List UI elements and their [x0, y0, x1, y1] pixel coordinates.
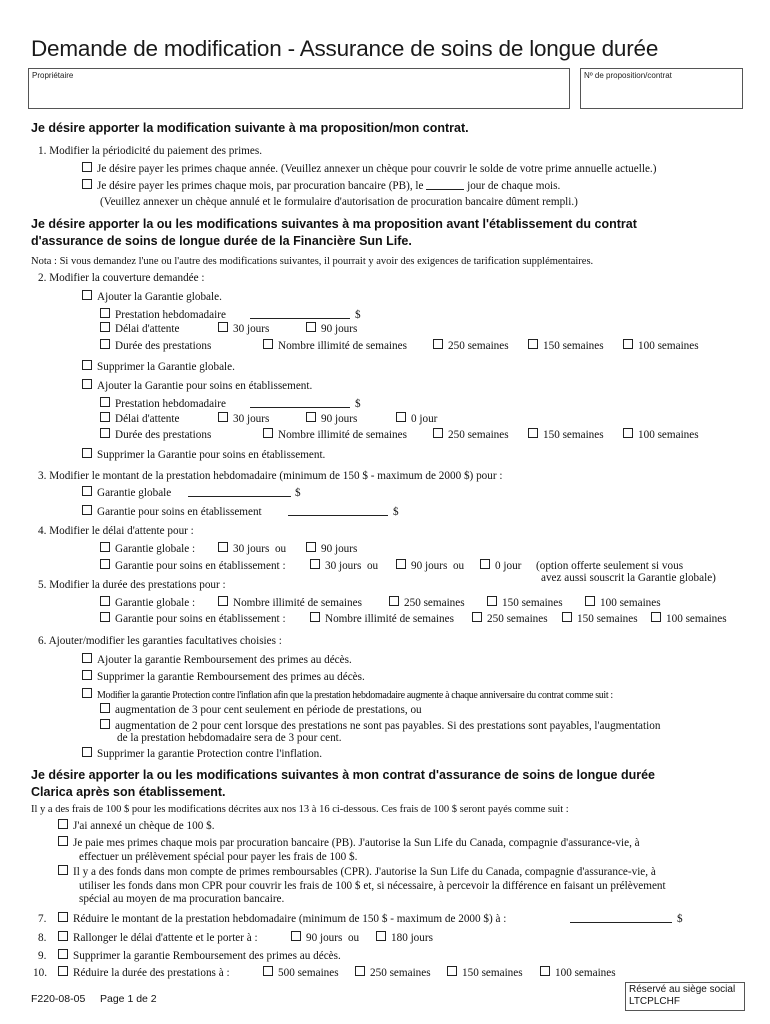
wait-global-30-checkbox[interactable]	[218, 542, 228, 552]
unlimited-label: Nombre illimité de semaines	[278, 429, 407, 441]
or-label: ou	[274, 543, 287, 555]
monthly-option-end: jour de chaque mois.	[467, 180, 561, 192]
add-facility-label: Ajouter la Garantie pour soins en établissement.	[97, 380, 313, 392]
pay-pac-checkbox[interactable]	[58, 836, 68, 846]
item3-text: 3. Modifier le montant de la prestation hebdomadaire (minimum de 150 $ - maximum de 2000 $) pour :	[38, 470, 503, 482]
page-title: Demande de modification - Assurance de soins de longue durée	[31, 36, 659, 61]
item10-checkbox[interactable]	[58, 966, 68, 976]
pay-pac-label: Je paie mes primes chaque mois par procuration bancaire (PB). J'autorise la Sun Life du Canada, compagnie d'assurance-vie, à	[73, 837, 640, 849]
add-global-checkbox[interactable]	[82, 290, 92, 300]
dur-facility-150-checkbox[interactable]	[562, 612, 572, 622]
facility-waiting-checkbox[interactable]	[100, 412, 110, 422]
facility-150-checkbox[interactable]	[528, 428, 538, 438]
section3-heading-line2: Clarica après son établissement.	[31, 785, 226, 799]
days-30-label: 30 jours	[325, 560, 362, 572]
facility-weekly-amount-field[interactable]	[250, 397, 350, 408]
weekly-benefit-label: Prestation hebdomadaire	[115, 398, 226, 410]
pay-cheque-checkbox[interactable]	[58, 819, 68, 829]
remove-rop-checkbox[interactable]	[82, 670, 92, 680]
section2-heading-line2: d'assurance de soins de longue durée de la Financière Sun Life.	[31, 234, 412, 248]
or-label: ou	[452, 560, 465, 572]
global-250-checkbox[interactable]	[433, 339, 443, 349]
pay-cpr-label-cont2: spécial au moyen de ma procuration bancaire.	[79, 893, 285, 905]
days-90-label: 90 jours	[321, 543, 358, 555]
office-code: LTCPLCHF	[629, 996, 680, 1007]
global-label: Garantie globale	[97, 487, 172, 499]
weeks-100-label: 100 semaines	[666, 613, 727, 625]
remove-global-checkbox[interactable]	[82, 360, 92, 370]
contract-number-field[interactable]	[580, 68, 743, 109]
add-rop-label: Ajouter la garantie Remboursement des primes au décès.	[97, 654, 352, 666]
dur-facility-checkbox[interactable]	[100, 612, 110, 622]
office-use-box	[625, 982, 745, 1011]
days-0-label: 0 jour	[411, 413, 438, 425]
global-100-checkbox[interactable]	[623, 339, 633, 349]
unlimited-label: Nombre illimité de semaines	[233, 597, 362, 609]
monthly-note: (Veuillez annexer un chèque annulé et le formulaire d'autorisation de procuration bancaire dûment rempli.)	[100, 196, 578, 208]
wait-facility-checkbox[interactable]	[100, 559, 110, 569]
weeks-150-label: 150 semaines	[502, 597, 563, 609]
facility-label: Garantie pour soins en établissement	[97, 506, 262, 518]
weeks-250-label: 250 semaines	[487, 613, 548, 625]
remove-facility-label: Supprimer la Garantie pour soins en établissement.	[97, 449, 326, 461]
weekly-benefit-label: Prestation hebdomadaire	[115, 309, 226, 321]
global-unlimited-checkbox[interactable]	[263, 339, 273, 349]
weeks-250-label: 250 semaines	[448, 340, 509, 352]
item10-number: 10.	[33, 967, 47, 979]
days-90-label: 90 jours	[321, 323, 358, 335]
unlimited-label: Nombre illimité de semaines	[325, 613, 454, 625]
facility-30-days-checkbox[interactable]	[218, 412, 228, 422]
weeks-150-label: 150 semaines	[577, 613, 638, 625]
option-note-line1: (option offerte seulement si vous	[536, 560, 684, 572]
remove-inflation-label: Supprimer la garantie Protection contre l'inflation.	[97, 748, 323, 760]
days-30-label: 30 jours	[233, 323, 270, 335]
page-number: Page 1 de 2	[100, 993, 157, 1005]
modify-inflation-checkbox[interactable]	[82, 688, 92, 698]
facility-colon-label: Garantie pour soins en établissement :	[115, 613, 286, 625]
wait-facility-30-checkbox[interactable]	[310, 559, 320, 569]
form-code: F220-08-05	[31, 993, 86, 1005]
days-30-label: 30 jours	[233, 543, 270, 555]
weeks-100-label: 100 semaines	[600, 597, 661, 609]
facility-duration-checkbox[interactable]	[100, 428, 110, 438]
days-30-label: 30 jours	[233, 413, 270, 425]
weeks-100-label: 100 semaines	[638, 340, 699, 352]
monthly-option: Je désire payer les primes chaque mois, par procuration bancaire (PB), le	[97, 180, 424, 192]
wait-facility-90-checkbox[interactable]	[396, 559, 406, 569]
weeks-100-label: 100 semaines	[555, 967, 616, 979]
section2-heading-line1: Je désire apporter la ou les modifications suivantes à ma proposition avant l'établissement du contrat	[31, 217, 637, 231]
inc2-label-cont: de la prestation hebdomadaire sera de 3 pour cent.	[117, 732, 342, 744]
dur-global-checkbox[interactable]	[100, 596, 110, 606]
owner-label: Propriétaire	[32, 71, 74, 80]
option-note-line2: avez aussi souscrit la Garantie globale)	[541, 572, 716, 584]
item2-text: 2. Modifier la couverture demandée :	[38, 272, 205, 284]
dur-global-150-checkbox[interactable]	[487, 596, 497, 606]
item7-label: Réduire le montant de la prestation hebdomadaire (minimum de 150 $ - maximum de 2000 $) à :	[73, 913, 507, 925]
weeks-250-label: 250 semaines	[370, 967, 431, 979]
dollar-sign: $	[677, 913, 683, 925]
dur-facility-100-checkbox[interactable]	[651, 612, 661, 622]
remove-rop-label: Supprimer la garantie Remboursement des primes au décès.	[97, 671, 365, 683]
fee-note: Il y a des frais de 100 $ pour les modifications décrites aux nos 13 à 16 ci-dessous. Ces frais de 100 $ seront payés comme suit :	[31, 804, 569, 815]
remove-inflation-checkbox[interactable]	[82, 747, 92, 757]
inc3-label: augmentation de 3 pour cent seulement en période de prestations, ou	[115, 704, 422, 716]
pay-cpr-checkbox[interactable]	[58, 865, 68, 875]
item9-label: Supprimer la garantie Remboursement des primes au décès.	[73, 950, 341, 962]
or-label: ou	[347, 932, 360, 944]
global-colon-label: Garantie globale :	[115, 543, 196, 555]
days-180-label: 180 jours	[391, 932, 433, 944]
weeks-250-label: 250 semaines	[448, 429, 509, 441]
dur-global-250-checkbox[interactable]	[389, 596, 399, 606]
amount-facility-checkbox[interactable]	[82, 505, 92, 515]
owner-field[interactable]	[28, 68, 570, 109]
item10-label: Réduire la durée des prestations à :	[73, 967, 230, 979]
item1-text: 1. Modifier la périodicité du paiement des primes.	[38, 145, 262, 157]
weeks-250-label: 250 semaines	[404, 597, 465, 609]
global-waiting-checkbox[interactable]	[100, 322, 110, 332]
waiting-label: Délai d'attente	[115, 413, 180, 425]
global-duration-checkbox[interactable]	[100, 339, 110, 349]
wait-facility-0-checkbox[interactable]	[480, 559, 490, 569]
reserved-label: Réservé au siège social	[629, 984, 736, 995]
add-rop-checkbox[interactable]	[82, 653, 92, 663]
item8-180-checkbox[interactable]	[376, 931, 386, 941]
pay-pac-label-cont: effectuer un prélèvement spécial pour payer les frais de 100 $.	[79, 851, 358, 863]
weeks-150-label: 150 semaines	[543, 429, 604, 441]
facility-weekly-checkbox[interactable]	[100, 397, 110, 407]
add-facility-checkbox[interactable]	[82, 379, 92, 389]
annual-option: Je désire payer les primes chaque année. (Veuillez annexer un chèque pour couvrir le solde de votre prime annuelle actuelle.)	[97, 163, 657, 175]
days-90-label: 90 jours	[321, 413, 358, 425]
amount-facility-field[interactable]	[288, 505, 388, 516]
amount-global-field[interactable]	[188, 486, 291, 497]
annual-checkbox[interactable]	[82, 162, 92, 172]
unlimited-label: Nombre illimité de semaines	[278, 340, 407, 352]
item5-text: 5. Modifier la durée des prestations pour :	[38, 579, 226, 591]
item7-number: 7.	[38, 913, 47, 925]
days-90-label: 90 jours	[411, 560, 448, 572]
dur-facility-250-checkbox[interactable]	[472, 612, 482, 622]
days-90-label: 90 jours	[306, 932, 343, 944]
global-30-days-checkbox[interactable]	[218, 322, 228, 332]
item10-250-checkbox[interactable]	[355, 966, 365, 976]
pac-day-field[interactable]	[426, 179, 464, 190]
item10-100-checkbox[interactable]	[540, 966, 550, 976]
duration-label: Durée des prestations	[115, 429, 212, 441]
facility-colon-label: Garantie pour soins en établissement :	[115, 560, 286, 572]
global-90-days-checkbox[interactable]	[306, 322, 316, 332]
item7-checkbox[interactable]	[58, 912, 68, 922]
remove-facility-checkbox[interactable]	[82, 448, 92, 458]
dollar-sign: $	[355, 398, 361, 410]
inc2-checkbox[interactable]	[100, 719, 110, 729]
inc2-label: augmentation de 2 pour cent lorsque des prestations ne sont pas payables. Si des prestations sont payables, l'augmentation	[115, 720, 661, 732]
monthly-checkbox[interactable]	[82, 179, 92, 189]
item8-number: 8.	[38, 932, 47, 944]
item7-amount-field[interactable]	[570, 912, 672, 923]
section3-heading-line1: Je désire apporter la ou les modifications suivantes à mon contrat d'assurance de soins de longue durée	[31, 768, 655, 782]
days-0-label: 0 jour	[495, 560, 522, 572]
global-150-checkbox[interactable]	[528, 339, 538, 349]
item10-500-checkbox[interactable]	[263, 966, 273, 976]
weeks-150-label: 150 semaines	[462, 967, 523, 979]
item8-90-checkbox[interactable]	[291, 931, 301, 941]
item4-text: 4. Modifier le délai d'attente pour :	[38, 525, 194, 537]
waiting-label: Délai d'attente	[115, 323, 180, 335]
inc3-checkbox[interactable]	[100, 703, 110, 713]
or-label: ou	[366, 560, 379, 572]
facility-unlimited-checkbox[interactable]	[263, 428, 273, 438]
facility-90-days-checkbox[interactable]	[306, 412, 316, 422]
global-weekly-amount-field[interactable]	[250, 308, 350, 319]
underwriting-note: Nota : Si vous demandez l'une ou l'autre des modifications suivantes, il pourrait y avoir des exigences de tarification supplémentaires.	[31, 256, 594, 267]
weeks-500-label: 500 semaines	[278, 967, 339, 979]
pay-cheque-label: J'ai annexé un chèque de 100 $.	[73, 820, 215, 832]
facility-100-checkbox[interactable]	[623, 428, 633, 438]
dollar-sign: $	[355, 309, 361, 321]
item8-label: Rallonger le délai d'attente et le porter à :	[73, 932, 258, 944]
modify-inflation-label: Modifier la garantie Protection contre l'inflation afin que la prestation hebdomadaire augmente à chaque anniversaire du contrat comme suit :	[97, 690, 613, 701]
dollar-sign: $	[295, 487, 301, 499]
item9-number: 9.	[38, 950, 47, 962]
remove-global-label: Supprimer la Garantie globale.	[97, 361, 235, 373]
weeks-100-label: 100 semaines	[638, 429, 699, 441]
item9-checkbox[interactable]	[58, 949, 68, 959]
pay-cpr-label-cont1: utiliser les fonds dans mon CPR pour couvrir les frais de 100 $ et, si nécessaire, à percevoir la différence en faisant un prélèvement	[79, 880, 666, 892]
facility-250-checkbox[interactable]	[433, 428, 443, 438]
dur-facility-unlimited-checkbox[interactable]	[310, 612, 320, 622]
add-global-label: Ajouter la Garantie globale.	[97, 291, 222, 303]
weeks-150-label: 150 semaines	[543, 340, 604, 352]
amount-global-checkbox[interactable]	[82, 486, 92, 496]
dur-global-100-checkbox[interactable]	[585, 596, 595, 606]
dur-global-unlimited-checkbox[interactable]	[218, 596, 228, 606]
item6-text: 6. Ajouter/modifier les garanties facultatives choisies :	[38, 635, 282, 647]
item10-150-checkbox[interactable]	[447, 966, 457, 976]
section1-heading: Je désire apporter la modification suivante à ma proposition/mon contrat.	[31, 121, 469, 135]
wait-global-90-checkbox[interactable]	[306, 542, 316, 552]
facility-0-days-checkbox[interactable]	[396, 412, 406, 422]
wait-global-checkbox[interactable]	[100, 542, 110, 552]
contract-number-label: Nº de proposition/contrat	[584, 71, 672, 80]
pay-cpr-label: Il y a des fonds dans mon compte de primes remboursables (CPR). J'autorise la Sun Life du Canada, compagnie d'assurance-vie, à	[73, 866, 656, 878]
global-colon-label: Garantie globale :	[115, 597, 196, 609]
global-weekly-checkbox[interactable]	[100, 308, 110, 318]
item8-checkbox[interactable]	[58, 931, 68, 941]
duration-label: Durée des prestations	[115, 340, 212, 352]
dollar-sign: $	[393, 506, 399, 518]
